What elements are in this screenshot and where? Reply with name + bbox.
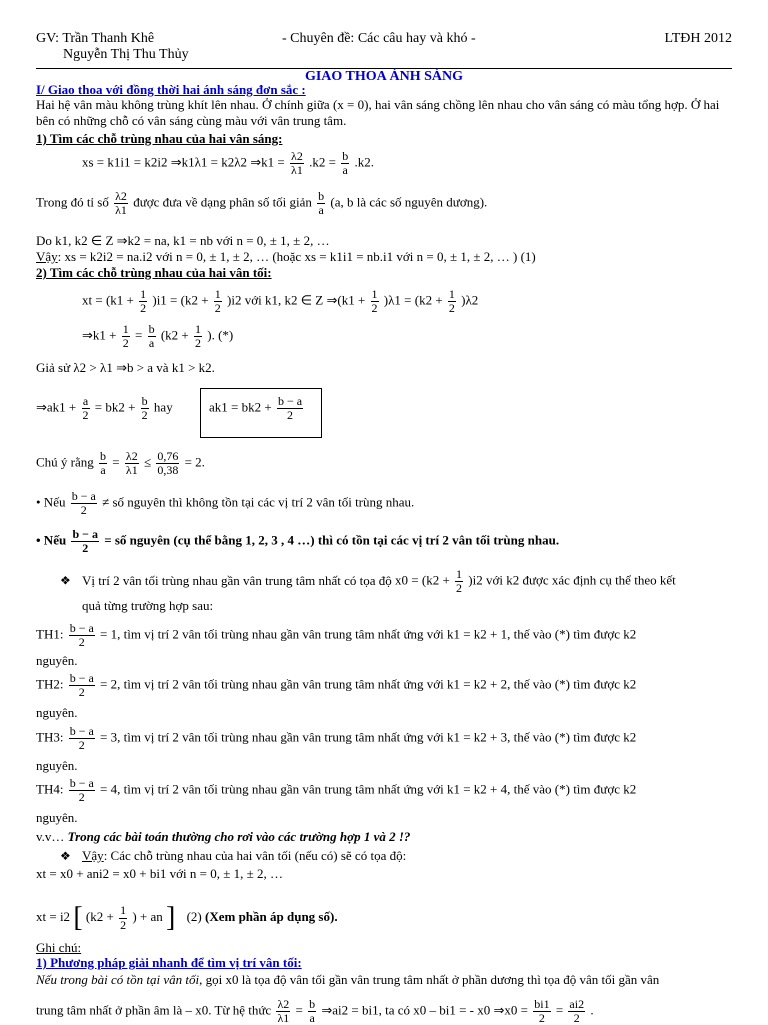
ratio-note: Chú ý rằng $\frac{b}{a}$ = $\frac{\lambda 2}{\lambda 1}$ ≤ $\frac{0,76}{0,38}$ = 2. — [36, 449, 205, 478]
case-3-tail: nguyên. — [36, 758, 78, 773]
fraction: $\frac{b}{a}$ — [342, 149, 349, 178]
conclusion-bright: Vậy: xs = k2i2 = na.i2 với n = 0, ± 1, ± 2, … (hoặc xs = k1i1 = nb.i1 với n = 0, ± 1, ± 2, … ) (1) — [36, 249, 536, 264]
fraction: $\frac{1}{2}$ — [448, 287, 455, 316]
section-heading: I/ Giao thoa với đồng thời hai ánh sáng đơn sắc : — [36, 82, 306, 97]
fraction: $\frac{1}{2}$ — [120, 903, 127, 932]
notes-line-2: trung tâm nhất ở phần âm là – x0. Từ hệ thức $\frac{\lambda 2}{\lambda 1}$ = $\frac{b}{a}$ ⇒ai2 = bi1, ta có x0 – bi1 = - x0 ⇒x0 = $\frac{bi1}{2}$ = $\frac{ai2}{2}$ . — [36, 997, 594, 1025]
fraction: $\frac{b}{a}$ — [309, 997, 316, 1025]
fraction: $\frac{1}{2}$ — [140, 287, 147, 316]
topic-title: - Chuyên đề: Các câu hay và khó - — [282, 31, 476, 46]
fraction: $\frac{ai2}{2}$ — [569, 997, 585, 1025]
diamond-icon: ❖ — [60, 849, 71, 863]
author-line-1: GV: Trần Thanh Khê — [36, 31, 155, 46]
case-4-tail: nguyên. — [36, 810, 78, 825]
fraction: $\frac{1}{2}$ — [122, 322, 129, 351]
fraction: $\frac{b}{a}$ — [148, 322, 155, 351]
bullet-not-integer: • Nếu $\frac{b - a}{2}$ ≠ số nguyên thì không tồn tại các vị trí 2 vân tối trùng nhau. — [36, 489, 415, 518]
fraction: $\frac{1}{2}$ — [371, 287, 378, 316]
author-line-2: Nguyễn Thị Thu Thủy — [63, 47, 189, 62]
fraction: $\frac{\lambda 2}{\lambda 1}$ — [115, 189, 127, 218]
fraction: $\frac{b}{a}$ — [100, 449, 107, 478]
xt-line: xt = x0 + ani2 = x0 + bi1 với n = 0, ± 1, ± 2, … — [36, 866, 284, 881]
case-2-tail: nguyên. — [36, 705, 78, 720]
document-title: GIAO THOA ÁNH SÁNG — [304, 69, 464, 84]
notes-line-1: Nếu trong bài có tồn tại vân tối, gọi x0 là tọa độ vân tối gần vân trung tâm nhất ở phần dương thì tọa độ vân tối gần vân — [36, 972, 660, 987]
diamond-icon: ❖ — [60, 573, 71, 588]
fraction: $\frac{\lambda 2}{\lambda 1}$ — [291, 149, 303, 178]
fraction: $\frac{b - a}{2}$ — [69, 671, 94, 700]
fraction: $\frac{b}{a}$ — [318, 189, 325, 218]
case-4: TH4: $\frac{b - a}{2}$ = 4, tìm vị trí 2 vân tối trùng nhau gần vân trung tâm nhất ứng với k1 = k2 + 4, thế vào (*) tìm được k2 — [36, 776, 637, 805]
exam-label: LTĐH 2012 — [664, 31, 732, 46]
fraction: $\frac{0,76}{0,38}$ — [157, 449, 179, 478]
fraction: $\frac{\lambda 2}{\lambda 1}$ — [125, 449, 138, 478]
fraction: $\frac{1}{2}$ — [214, 287, 221, 316]
part2-heading: 2) Tìm các chỗ trùng nhau của hai vân tối: — [36, 265, 272, 280]
case-3: TH3: $\frac{b - a}{2}$ = 3, tìm vị trí 2 vân tối trùng nhau gần vân trung tâm nhất ứng với k1 = k2 + 3, thế vào (*) tìm được k2 — [36, 724, 637, 753]
integer-condition: Do k1, k2 ∈ Z ⇒k2 = na, k1 = nb với n = 0, ± 1, ± 2, … — [36, 233, 330, 248]
case-1-tail: nguyên. — [36, 653, 78, 668]
fraction: $\frac{1}{2}$ — [195, 322, 201, 351]
fraction: $\frac{1}{2}$ — [456, 567, 463, 596]
equation-dark-fringes: xt = (k1 + $\frac{1}{2}$ )i1 = (k2 + $\frac{1}{2}$ )i2 với k1, k2 ∈ Z ⇒(k1 + $\frac{1}{2}$ )λ1 = (k2 + $\frac{1}{2}$ )λ2 — [82, 287, 479, 316]
equation-ak1: ⇒ak1 + $\frac{a}{2}$ = bk2 + $\frac{b}{2}$ hay — [36, 394, 173, 423]
part1-heading: 1) Tìm các chỗ trùng nhau của hai vân sáng: — [36, 131, 283, 146]
fraction: $\frac{b - a}{2}$ — [277, 394, 303, 423]
fraction: $\frac{bi1}{2}$ — [534, 997, 550, 1025]
fraction: $\frac{b - a}{2}$ — [69, 621, 94, 650]
bullet-integer: • Nếu $\frac{b - a}{2}$ = số nguyên (cụ thể bằng 1, 2, 3 , 4 …) thì có tồn tại các vị trí 2 vân tối trùng nhau. — [36, 527, 560, 556]
equation-star: ⇒k1 + $\frac{1}{2}$ = $\frac{b}{a}$ (k2 + $\frac{1}{2}$ ). (*) — [82, 322, 234, 351]
conclusion-dark: ❖ Vậy: Các chỗ trùng nhau của hai vân tối (nếu có) sẽ có tọa độ: — [60, 848, 407, 863]
fraction: $\frac{a}{2}$ — [82, 394, 89, 423]
formula-2: xt = i2 [ (k2 + $\frac{1}{2}$ ) + an ] (2) (Xem phần áp dụng số). — [36, 902, 338, 933]
fraction: $\frac{b - a}{2}$ — [71, 489, 96, 518]
fraction: $\frac{b - a}{2}$ — [69, 776, 94, 805]
boxed-formula-text: ak1 = bk2 + $\frac{b - a}{2}$ — [209, 394, 303, 423]
assumption: Giả sử λ2 > λ1 ⇒b > a và k1 > k2. — [36, 360, 215, 375]
page-header — [36, 30, 732, 69]
fraction: $\frac{\lambda 2}{\lambda 1}$ — [277, 997, 290, 1025]
diamond-bullet-line: ❖ Vị trí 2 vân tối trùng nhau gần vân trung tâm nhất có tọa độ x0 = (k2 + $\frac{1}{2}$ )i2 với k2 được xác định cụ thể theo kết — [60, 567, 676, 596]
case-2: TH2: $\frac{b - a}{2}$ = 2, tìm vị trí 2 vân tối trùng nhau gần vân trung tâm nhất ứng với k1 = k2 + 2, thế vào (*) tìm được k2 — [36, 671, 637, 700]
notes-heading: 1) Phương pháp giải nhanh để tìm vị trí vân tối: — [36, 955, 302, 970]
vv-line: v.v… Trong các bài toán thường cho rơi vào các trường hợp 1 và 2 !? — [36, 829, 411, 844]
equation-bright-fringes: xs = k1i1 = k2i2 ⇒k1λ1 = k2λ2 ⇒k1 = $\frac{\lambda 2}{\lambda 1}$ .k2 = $\frac{b}{a}$ .k2. — [82, 149, 374, 178]
notes-label: Ghi chú: — [36, 940, 82, 955]
intro-paragraph: Hai hệ vân màu không trùng khít lên nhau. Ở chính giữa (x = 0), hai vân sáng chồng lên nhau cho vân sáng có màu tổng hợp. Ở hai bên có những chỗ có vân sáng cùng màu với vân trung tâm. — [36, 97, 720, 129]
fraction: $\frac{b}{2}$ — [141, 394, 148, 423]
fraction: $\frac{b - a}{2}$ — [72, 527, 98, 556]
diamond-bullet-line-2: quả từng trường hợp sau: — [82, 598, 214, 613]
case-1: TH1: $\frac{b - a}{2}$ = 1, tìm vị trí 2 vân tối trùng nhau gần vân trung tâm nhất ứng với k1 = k2 + 1, thế vào (*) tìm được k2 — [36, 621, 637, 650]
ratio-sentence: Trong đó tỉ số $\frac{\lambda 2}{\lambda 1}$ được đưa về dạng phân số tối giản $\frac{b}{a}$ (a, b là các số nguyên dương). — [36, 189, 488, 218]
fraction: $\frac{b - a}{2}$ — [69, 724, 94, 753]
